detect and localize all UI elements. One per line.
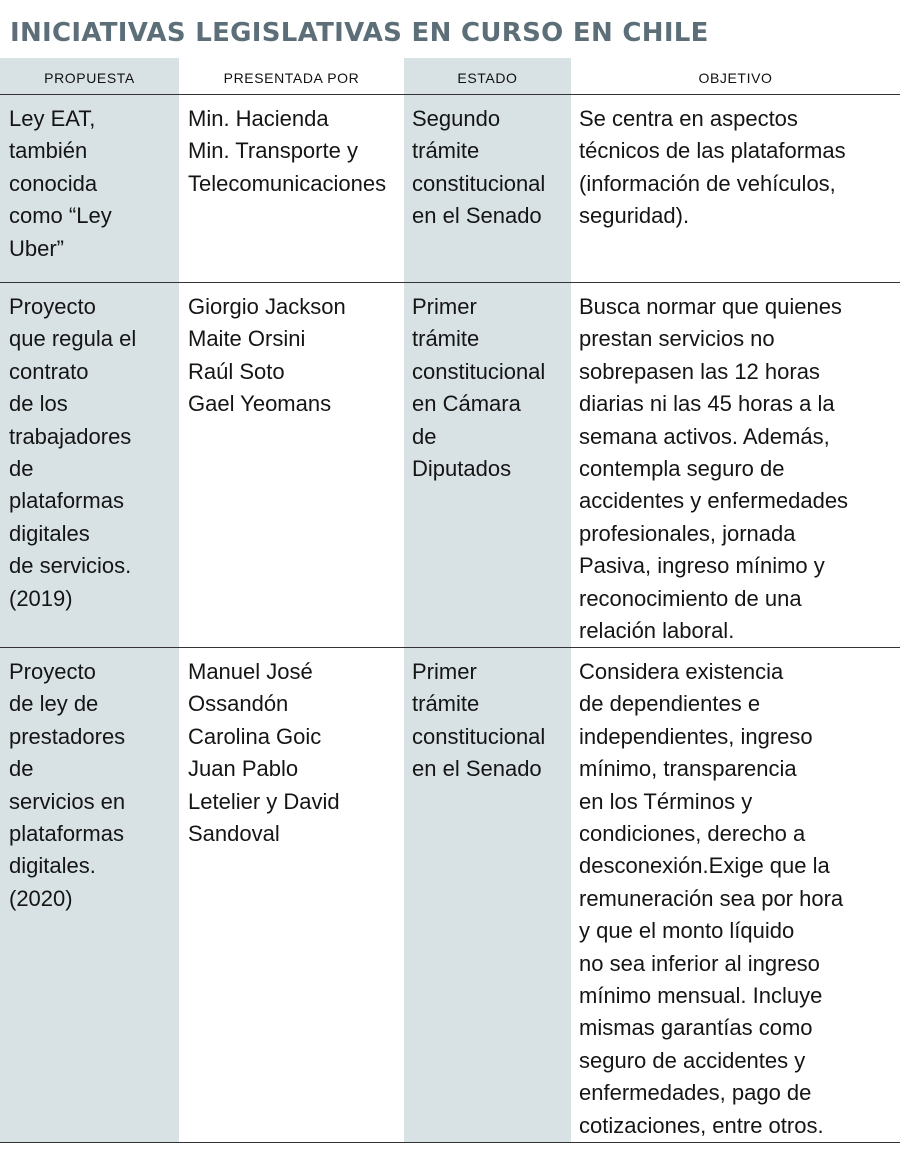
row-3-presentada-por: Manuel José Ossandón Carolina Goic Juan Pablo Letelier y David Sandoval bbox=[188, 659, 340, 847]
row-divider bbox=[0, 647, 900, 648]
page-title: INICIATIVAS LEGISLATIVAS EN CURSO EN CHILE bbox=[10, 18, 709, 48]
column-header-objetivo: OBJETIVO bbox=[698, 70, 773, 86]
row-3-estado: Primer trámite constitucional en el Senado bbox=[412, 659, 546, 782]
column-header-estado: ESTADO bbox=[457, 70, 518, 86]
row-1-objetivo: Se centra en aspectos técnicos de las plataformas (información de vehículos, seguridad). bbox=[579, 106, 846, 229]
row-2-estado: Primer trámite constitucional en Cámara de Diputados bbox=[412, 294, 546, 482]
column-header-presentada-por: PRESENTADA POR bbox=[223, 70, 360, 86]
row-2-objetivo: Busca normar que quienes prestan servicios no sobrepasen las 12 horas diarias ni las 45 horas a la semana activos. Además, contempla seguro de accidentes y enfermedades profesionales, jornada Pasiva, ingreso mínimo y reconocimiento de una relación laboral. bbox=[579, 294, 849, 644]
row-3-objetivo: Considera existencia de dependientes e independientes, ingreso mínimo, transparencia en los Términos y condiciones, derecho a desconexión.Exige que la remuneración sea por hora y que el monto líquido no sea inferior al ingreso mínimo mensual. Incluye mismas garantías como seguro de accidentes y enfermedades, pago de cotizaciones, entre otros. bbox=[579, 659, 844, 1138]
row-1-presentada-por: Min. Hacienda Min. Transporte y Telecomunicaciones bbox=[188, 106, 387, 196]
row-2-presentada-por: Giorgio Jackson Maite Orsini Raúl Soto Gael Yeomans bbox=[188, 294, 346, 417]
row-2-propuesta: Proyecto que regula el contrato de los trabajadores de plataformas digitales de servicios. (2019) bbox=[9, 294, 137, 611]
row-divider bbox=[0, 282, 900, 283]
row-3-propuesta: Proyecto de ley de prestadores de servicios en plataformas digitales. (2020) bbox=[9, 659, 126, 911]
row-1-propuesta: Ley EAT, también conocida como “Ley Uber” bbox=[9, 106, 112, 261]
row-1-estado: Segundo trámite constitucional en el Senado bbox=[412, 106, 546, 229]
table-bottom-rule bbox=[0, 1142, 900, 1143]
column-header-propuesta: PROPUESTA bbox=[44, 70, 135, 86]
table-header bbox=[0, 58, 900, 94]
header-divider bbox=[0, 94, 900, 95]
